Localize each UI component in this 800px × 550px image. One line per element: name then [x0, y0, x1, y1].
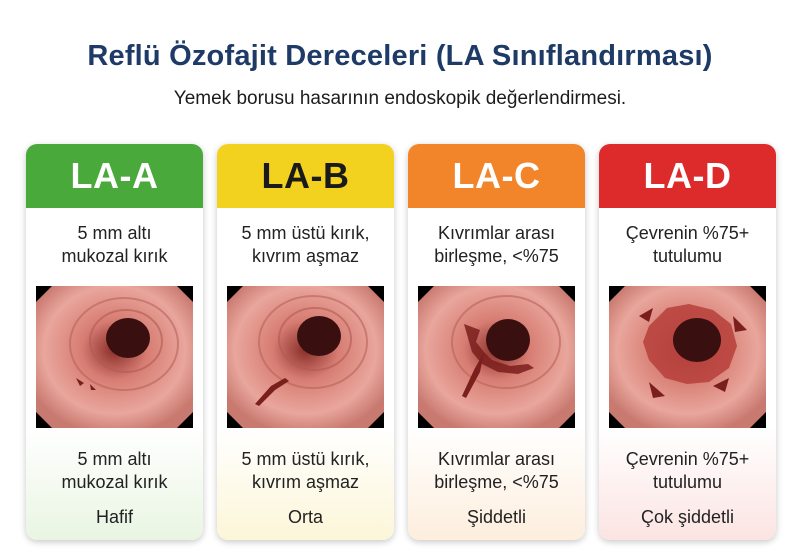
endoscopy-image [609, 286, 766, 428]
grade-header: LA-D [599, 144, 776, 208]
severity-label: Hafif [95, 507, 133, 527]
description-line: tutulumu [652, 472, 723, 492]
card-la-c [408, 144, 585, 540]
card-bottom [408, 428, 585, 540]
description-line: Kıvrımlar arası [437, 449, 556, 469]
grade-cards [26, 144, 776, 540]
card-la-b [217, 144, 394, 540]
description-line: 5 mm altı [77, 449, 152, 469]
card-bottom [26, 428, 203, 540]
description-line: kıvrım aşmaz [251, 472, 359, 492]
grade-header: LA-C [408, 144, 585, 208]
severity-label: Orta [287, 507, 323, 527]
grade-header: LA-B [217, 144, 394, 208]
grade-description-top [408, 222, 585, 268]
endoscopy-view-c [418, 286, 575, 428]
card-bottom [217, 428, 394, 540]
endoscopy-view-a [36, 286, 193, 428]
description-line: Çevrenin %75+ [625, 449, 750, 469]
grade-description-top [26, 222, 203, 268]
page-title: Reflü Özofajit Dereceleri (LA Sınıflandırması) [87, 40, 713, 72]
grade-description-bottom [26, 448, 203, 494]
severity-label: Şiddetli [466, 507, 527, 527]
description-line: birleşme, <%75 [434, 472, 559, 492]
endoscopy-view-d [609, 286, 766, 428]
description-line: tutulumu [652, 246, 723, 266]
card-bottom [599, 428, 776, 540]
grade-description-bottom [599, 448, 776, 494]
description-line: 5 mm üstü kırık, [241, 223, 370, 243]
endoscopy-image [36, 286, 193, 428]
description-line: Kıvrımlar arası [437, 223, 556, 243]
description-line: mukozal kırık [61, 472, 168, 492]
grade-description-bottom [408, 448, 585, 494]
description-line: kıvrım aşmaz [251, 246, 359, 266]
grade-description-top [599, 222, 776, 268]
grade-description-top [217, 222, 394, 268]
card-la-d [599, 144, 776, 540]
description-line: birleşme, <%75 [434, 246, 559, 266]
card-la-a [26, 144, 203, 540]
endoscopy-image [418, 286, 575, 428]
description-line: mukozal kırık [61, 246, 168, 266]
severity-label: Çok şiddetli [640, 507, 735, 527]
grade-description-bottom [217, 448, 394, 494]
description-line: 5 mm altı [77, 223, 152, 243]
description-line: 5 mm üstü kırık, [241, 449, 370, 469]
grade-header: LA-A [26, 144, 203, 208]
page-subtitle: Yemek borusu hasarının endoskopik değerlendirmesi. [173, 88, 627, 109]
endoscopy-view-b [227, 286, 384, 428]
description-line: Çevrenin %75+ [625, 223, 750, 243]
endoscopy-image [227, 286, 384, 428]
